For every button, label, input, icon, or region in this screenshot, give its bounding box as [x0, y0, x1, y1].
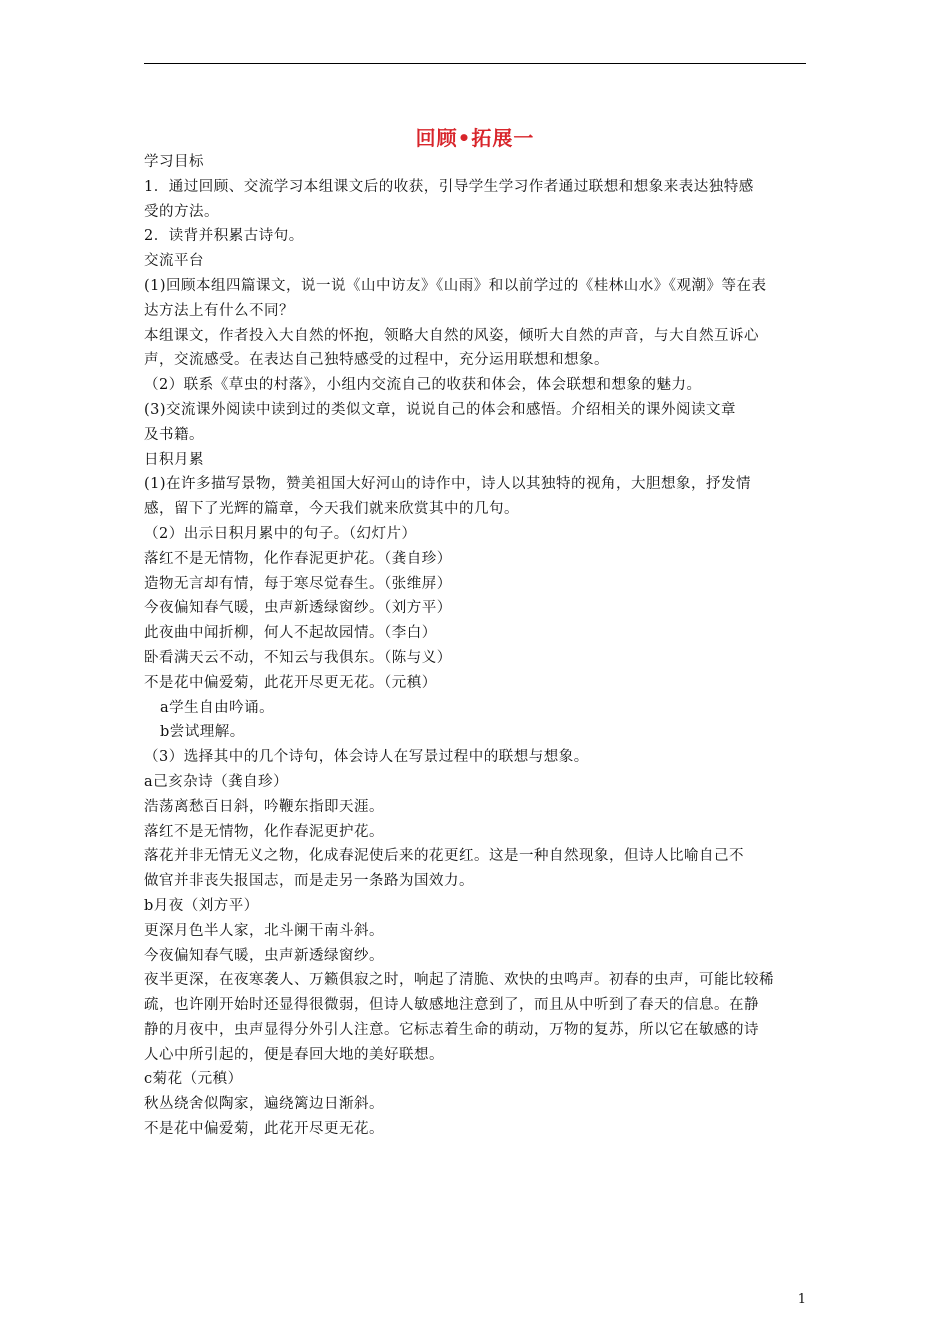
text-line: 交流平台 — [144, 253, 204, 270]
text-line: 秋丛绕舍似陶家，遍绕篱边日渐斜。 — [144, 1096, 384, 1113]
text-line: 夜半更深，在夜寒袭人、万籁俱寂之时，响起了清脆、欢快的虫鸣声。初春的虫声，可能比较稀 — [144, 972, 774, 989]
text-line: 日积月累 — [144, 451, 204, 468]
page-title: 回顾•拓展一 — [415, 126, 535, 150]
text-line: 人心中所引起的，便是春回大地的美好联想。 — [144, 1046, 444, 1063]
text-line: 受的方法。 — [144, 203, 219, 220]
text-line: (1)回顾本组四篇课文，说一说《山中访友》《山雨》和以前学过的《桂林山水》《观潮》等在表 — [144, 277, 767, 294]
page-number: 1 — [797, 1292, 806, 1307]
text-line: 不是花中偏爱菊，此花开尽更无花。 — [144, 1121, 384, 1138]
text-line: 落红不是无情物，化作春泥更护花。（龚自珍） — [144, 550, 452, 567]
text-line: 达方法上有什么不同？ — [144, 302, 294, 319]
text-line: 声，交流感受。在表达自己独特感受的过程中，充分运用联想和想象。 — [144, 352, 609, 369]
text-line: 学习目标 — [144, 154, 204, 170]
text-line: a学生自由吟诵。 — [160, 699, 275, 716]
text-line: 落花并非无情无义之物，化成春泥使后来的花更红。这是一种自然现象，但诗人比喻自己不 — [144, 848, 744, 865]
text-line: 感，留下了光辉的篇章，今天我们就来欣赏其中的几句。 — [144, 501, 519, 518]
document-body — [144, 150, 808, 1142]
text-line: 本组课文，作者投入大自然的怀抱，领略大自然的风姿，倾听大自然的声音，与大自然互诉心 — [144, 327, 759, 344]
text-line: 2．读背并积累古诗句。 — [144, 228, 304, 245]
text-line: 疏，也许刚开始时还显得很微弱，但诗人敏感地注意到了，而且从中听到了春天的信息。在静 — [144, 997, 759, 1014]
text-line: （3）选择其中的几个诗句，体会诗人在写景过程中的联想与想象。 — [144, 749, 589, 766]
text-line: (1)在许多描写景物，赞美祖国大好河山的诗作中，诗人以其独特的视角，大胆想象，抒发情 — [144, 476, 752, 493]
text-line: 造物无言却有情，每于寒尽觉春生。（张维屏） — [144, 575, 452, 592]
text-line: c菊花（元稹） — [144, 1071, 243, 1088]
text-line: （2）出示日积月累中的句子。（幻灯片） — [144, 525, 417, 542]
text-line: （2）联系《草虫的村落》，小组内交流自己的收获和体会，体会联想和想象的魅力。 — [144, 377, 702, 394]
text-line: 今夜偏知春气暖，虫声新透绿窗纱。（刘方平） — [144, 600, 452, 617]
text-line: 做官并非丧失报国志，而是走另一条路为国效力。 — [144, 873, 474, 890]
text-line: b月夜（刘方平） — [144, 897, 259, 914]
text-line: 不是花中偏爱菊，此花开尽更无花。（元稹） — [144, 674, 437, 691]
text-line: 及书籍。 — [144, 426, 204, 443]
text-line: 静的月夜中，虫声显得分外引人注意。它标志着生命的萌动，万物的复苏，所以它在敏感的诗 — [144, 1021, 759, 1038]
text-line: 卧看满天云不动，不知云与我俱东。（陈与义） — [144, 649, 452, 666]
header-rule — [144, 63, 806, 64]
text-line: 今夜偏知春气暖，虫声新透绿窗纱。 — [144, 947, 384, 964]
text-line: a己亥杂诗（龚自珍） — [144, 773, 289, 790]
text-line: 此夜曲中闻折柳，何人不起故园情。（李白） — [144, 625, 437, 642]
text-line: 浩荡离愁百日斜，吟鞭东指即天涯。 — [144, 798, 384, 815]
text-line: 1．通过回顾、交流学习本组课文后的收获，引导学生学习作者通过联想和想象来表达独特感 — [144, 178, 754, 195]
text-line: (3)交流课外阅读中读到过的类似文章，说说自己的体会和感悟。介绍相关的课外阅读文章 — [144, 401, 737, 418]
text-line: b尝试理解。 — [160, 724, 245, 741]
text-line: 落红不是无情物，化作春泥更护花。 — [144, 823, 384, 840]
text-line: 更深月色半人家，北斗阑干南斗斜。 — [144, 922, 384, 939]
